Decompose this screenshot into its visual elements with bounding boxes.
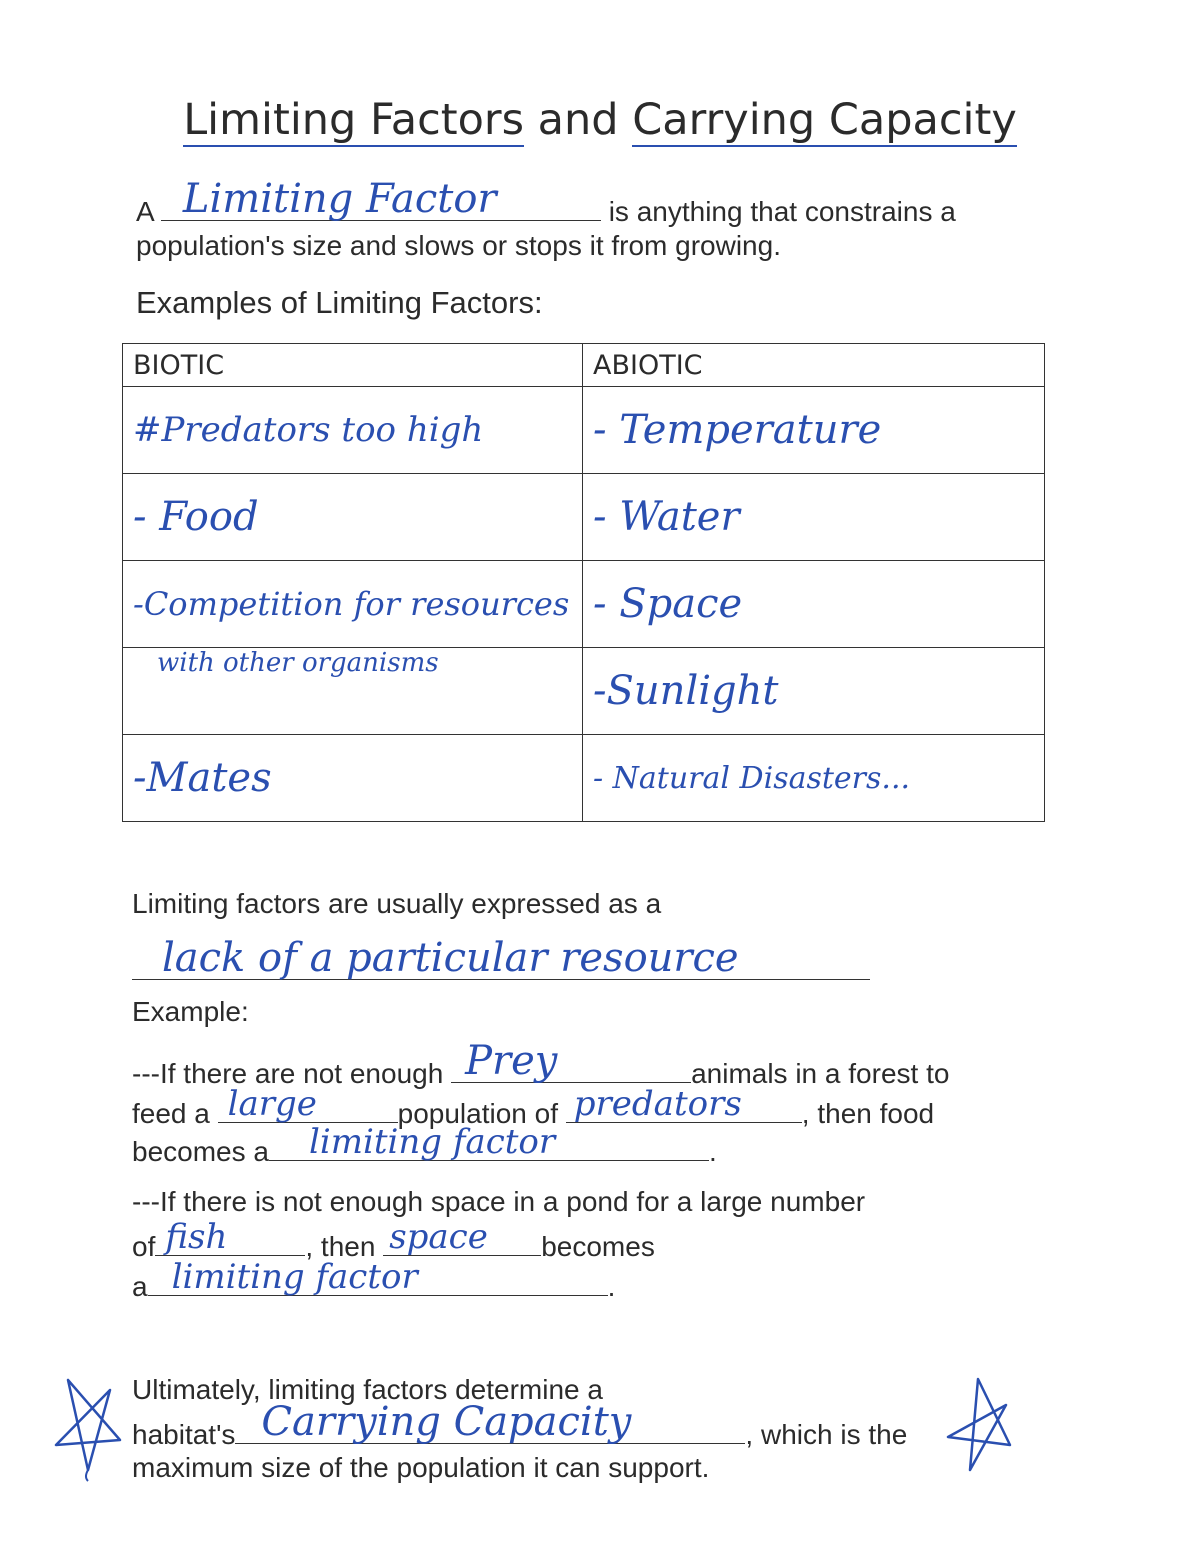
biotic-cell: #Predators too high bbox=[133, 410, 484, 450]
star-icon bbox=[940, 1375, 1015, 1480]
table-row bbox=[123, 474, 1045, 561]
title-part-2: and bbox=[524, 95, 633, 145]
table-row bbox=[123, 735, 1045, 822]
example2-text-b: of bbox=[132, 1231, 156, 1262]
conclusion-line-3: maximum size of the population it can support. bbox=[132, 1452, 710, 1483]
table-header-row bbox=[123, 344, 1045, 387]
biotic-cell: - Food bbox=[133, 494, 259, 540]
definition-line-1 bbox=[136, 176, 956, 228]
example2-blank-limiting bbox=[148, 1257, 608, 1297]
biotic-cell: with other organisms bbox=[157, 648, 439, 678]
conclusion-answer: Carrying Capacity bbox=[261, 1399, 632, 1445]
definition-prefix: A bbox=[136, 196, 154, 227]
abiotic-cell: - Temperature bbox=[593, 407, 882, 453]
example1-text-a: ---If there are not enough bbox=[132, 1058, 444, 1089]
example1-text-g: . bbox=[708, 1136, 717, 1167]
example1-answer-limiting: limiting factor bbox=[308, 1122, 556, 1162]
conclusion-line-2 bbox=[132, 1399, 908, 1451]
definition-blank bbox=[161, 176, 601, 222]
example2-text-c: , then bbox=[305, 1231, 376, 1262]
header-biotic: BIOTIC bbox=[123, 344, 583, 387]
example2-blank-fish bbox=[155, 1217, 305, 1257]
example1-text-f: becomes a bbox=[132, 1136, 269, 1167]
page-title bbox=[0, 95, 1200, 145]
table-row bbox=[123, 561, 1045, 648]
definition-suffix: is anything that constrains a bbox=[608, 196, 956, 227]
title-part-1: Limiting Factors bbox=[183, 95, 525, 145]
definition-line-2: population's size and slows or stops it from growing. bbox=[136, 230, 781, 261]
abiotic-cell: - Natural Disasters... bbox=[593, 760, 911, 796]
example-label: Example: bbox=[132, 996, 249, 1027]
conclusion-text-b: , which is the bbox=[745, 1419, 908, 1450]
expressed-line: Limiting factors are usually expressed as a bbox=[132, 888, 662, 919]
table-row bbox=[123, 648, 1045, 735]
example1-blank-predators bbox=[566, 1084, 802, 1124]
expressed-blank bbox=[132, 935, 870, 980]
biotic-cell: -Mates bbox=[133, 755, 272, 801]
example1-line-3 bbox=[132, 1122, 717, 1168]
star-icon bbox=[48, 1375, 128, 1485]
examples-heading: Examples of Limiting Factors: bbox=[136, 285, 543, 320]
example2-answer-limiting: limiting factor bbox=[171, 1257, 418, 1297]
example1-blank-large bbox=[218, 1084, 398, 1124]
example2-text-f: . bbox=[607, 1271, 616, 1302]
example1-text-e: , then food bbox=[801, 1098, 935, 1129]
example2-line-1: ---If there is not enough space in a pond for a large number bbox=[132, 1186, 866, 1217]
example1-text-b: animals in a forest to bbox=[691, 1058, 950, 1089]
title-part-3: Carrying Capacity bbox=[632, 95, 1017, 145]
example2-text-d: becomes bbox=[541, 1231, 655, 1262]
example1-answer-prey: Prey bbox=[465, 1038, 558, 1084]
limiting-factors-table bbox=[122, 343, 1045, 822]
example1-text-c: feed a bbox=[132, 1098, 210, 1129]
example1-answer-predators: predators bbox=[573, 1084, 742, 1124]
example2-blank-space bbox=[383, 1217, 541, 1257]
example2-answer-fish: fish bbox=[165, 1217, 228, 1257]
abiotic-cell: -Sunlight bbox=[593, 668, 779, 714]
header-abiotic: ABIOTIC bbox=[583, 344, 1045, 387]
example2-text-e: a bbox=[132, 1271, 148, 1302]
abiotic-cell: - Space bbox=[593, 581, 743, 627]
example2-line-3 bbox=[132, 1257, 616, 1303]
expressed-answer: lack of a particular resource bbox=[162, 935, 739, 981]
example1-text-d: population of bbox=[397, 1098, 558, 1129]
example1-blank-prey bbox=[451, 1038, 691, 1084]
example2-answer-space: space bbox=[389, 1217, 488, 1257]
conclusion-blank bbox=[235, 1399, 745, 1445]
definition-answer: Limiting Factor bbox=[182, 176, 497, 222]
abiotic-cell: - Water bbox=[593, 494, 740, 540]
example1-blank-limiting bbox=[269, 1122, 709, 1162]
example1-answer-large: large bbox=[227, 1084, 317, 1124]
biotic-cell: -Competition for resources bbox=[133, 585, 570, 623]
conclusion-text-a: habitat's bbox=[132, 1419, 236, 1450]
conclusion-line-1: Ultimately, limiting factors determine a bbox=[132, 1374, 603, 1405]
table-row bbox=[123, 387, 1045, 474]
